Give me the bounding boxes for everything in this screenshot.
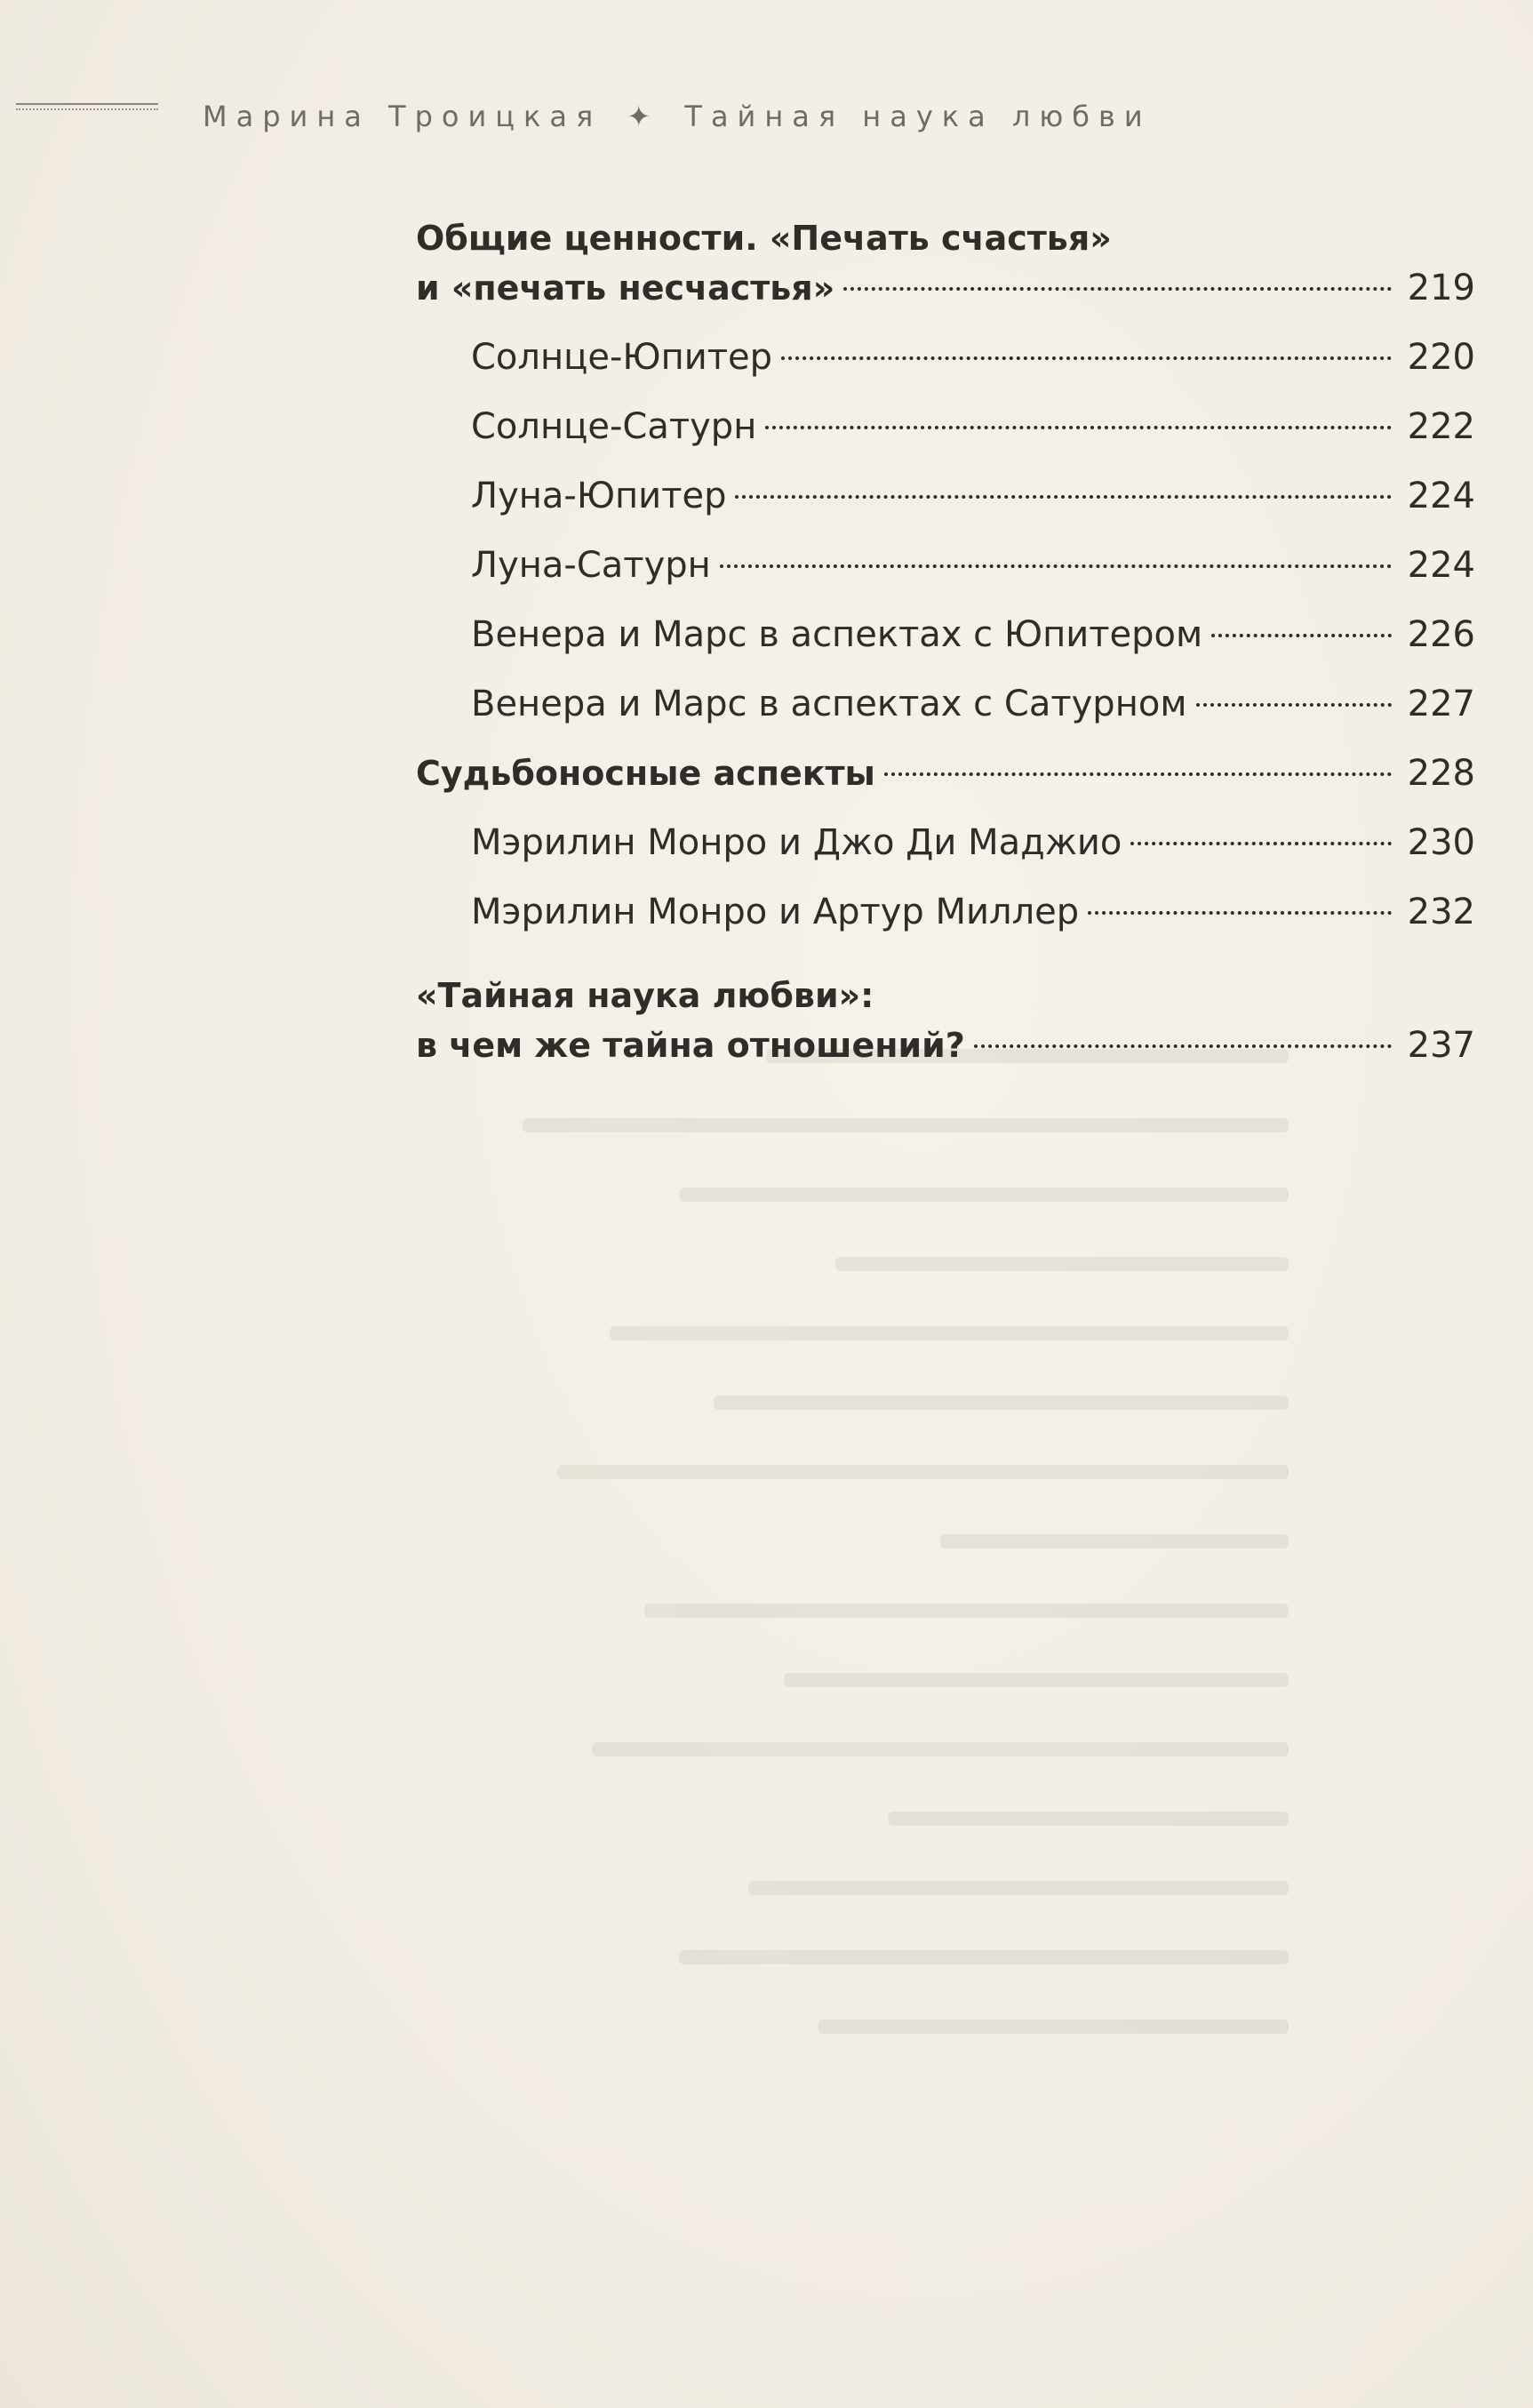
leader-dots bbox=[1088, 911, 1392, 915]
toc-entry-title-line2: и «печать несчастья» bbox=[416, 268, 835, 308]
header-text bbox=[203, 100, 1152, 133]
leader-dots bbox=[1196, 703, 1393, 707]
toc-entry-title: Луна-Юпитер bbox=[471, 476, 727, 516]
toc-entry-page: 227 bbox=[1407, 684, 1475, 724]
toc-entry-page: 230 bbox=[1407, 822, 1475, 863]
leader-dots bbox=[1211, 634, 1392, 637]
toc-entry-title-line1: Общие ценности. «Печать счастья» bbox=[416, 219, 1112, 258]
header-rule-dotted bbox=[16, 108, 158, 110]
toc-entry-sub bbox=[416, 610, 1475, 660]
toc-entry-title: Венера и Марс в аспектах с Юпитером bbox=[471, 614, 1203, 655]
toc-entry-title-line2: в чем же тайна отношений? bbox=[416, 1026, 965, 1065]
toc-entry-sub bbox=[416, 818, 1475, 868]
toc-entry-sub bbox=[416, 679, 1475, 729]
toc-entry-title: Солнце-Юпитер bbox=[471, 337, 773, 378]
leader-dots bbox=[884, 772, 1392, 776]
toc-entry-section bbox=[416, 971, 1475, 1070]
toc-entry-title: Солнце-Сатурн bbox=[471, 406, 757, 447]
running-header bbox=[0, 100, 1333, 144]
toc-entry-section bbox=[416, 213, 1475, 313]
toc-entry-sub bbox=[416, 887, 1475, 937]
toc-entry-page: 222 bbox=[1407, 406, 1475, 447]
toc-entry-page: 219 bbox=[1407, 268, 1475, 308]
toc-entry-page: 220 bbox=[1407, 337, 1475, 378]
leader-dots bbox=[765, 426, 1392, 429]
header-book-title: Тайная наука любви bbox=[684, 100, 1152, 133]
toc-entry-page: 224 bbox=[1407, 476, 1475, 516]
header-rule-solid bbox=[16, 103, 158, 105]
toc-entry-section bbox=[416, 748, 1475, 798]
header-author: Марина Троицкая bbox=[203, 100, 603, 133]
table-of-contents bbox=[416, 213, 1475, 1070]
toc-entry-title: Луна-Сатурн bbox=[471, 545, 711, 586]
leader-dots bbox=[720, 564, 1392, 568]
toc-entry-title: Судьбоносные аспекты bbox=[416, 754, 875, 793]
toc-entry-sub bbox=[416, 471, 1475, 521]
header-separator-icon: ✦ bbox=[627, 100, 651, 133]
header-rule bbox=[0, 100, 169, 126]
toc-entry-page: 226 bbox=[1407, 614, 1475, 655]
toc-entry-title-line1: «Тайная наука любви»: bbox=[416, 976, 874, 1015]
toc-entry-title: Мэрилин Монро и Джо Ди Маджио bbox=[471, 822, 1122, 863]
reverse-page-bleed bbox=[418, 1049, 1289, 2222]
toc-entry-sub bbox=[416, 332, 1475, 382]
toc-entry-title: Венера и Марс в аспектах с Сатурном bbox=[471, 684, 1187, 724]
leader-dots bbox=[1130, 842, 1392, 845]
toc-entry-page: 228 bbox=[1407, 753, 1475, 794]
leader-dots bbox=[974, 1044, 1392, 1048]
toc-entry-title: Мэрилин Монро и Артур Миллер bbox=[471, 892, 1080, 932]
leader-dots bbox=[735, 495, 1392, 499]
toc-entry-page: 232 bbox=[1407, 892, 1475, 932]
toc-entry-sub bbox=[416, 540, 1475, 590]
toc-entry-page: 237 bbox=[1407, 1025, 1475, 1066]
leader-dots bbox=[781, 356, 1392, 360]
toc-entry-page: 224 bbox=[1407, 545, 1475, 586]
toc-entry-sub bbox=[416, 402, 1475, 452]
leader-dots bbox=[843, 287, 1392, 291]
